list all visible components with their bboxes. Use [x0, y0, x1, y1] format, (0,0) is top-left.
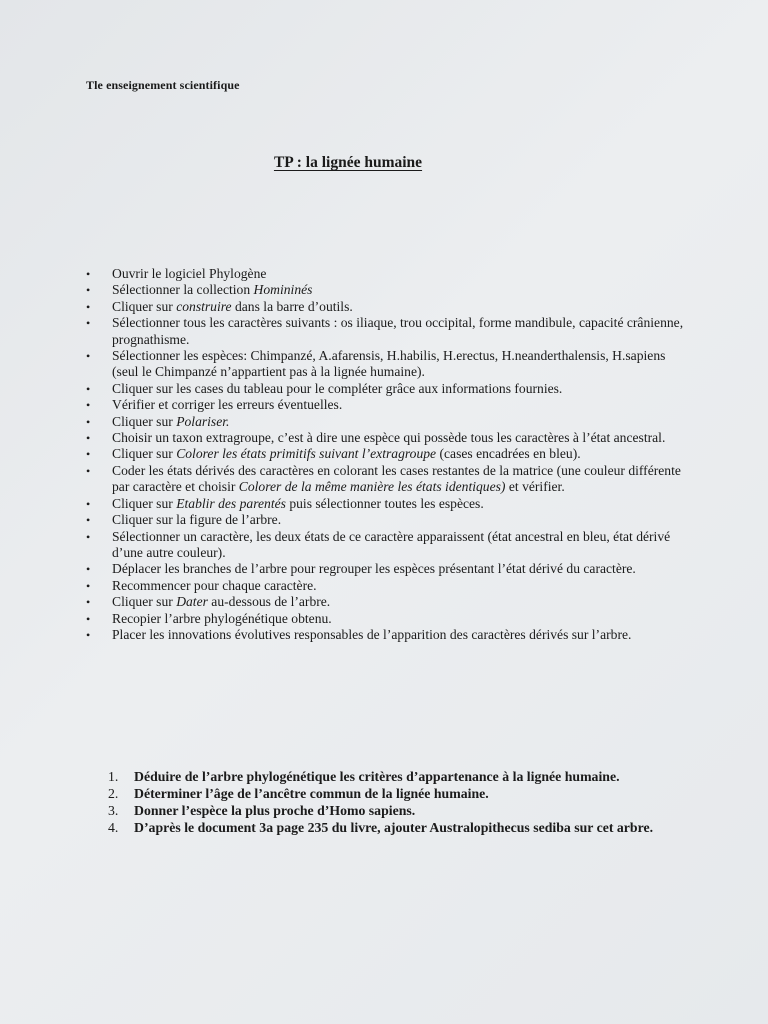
- bullet-icon: •: [86, 562, 91, 577]
- question-number: 2.: [108, 786, 119, 801]
- instruction-text: et vérifier.: [505, 479, 565, 495]
- instruction-emphasis: Colorer de la même manière les états identiques): [238, 479, 506, 495]
- course-header: Tle enseignement scientifique: [86, 78, 240, 92]
- instruction-text: Cliquer sur: [112, 413, 177, 429]
- instruction-text: Recopier l’arbre phylogénétique obtenu.: [112, 610, 332, 626]
- bullet-icon: •: [86, 611, 91, 626]
- instruction-text: (cases encadrées en bleu).: [436, 446, 581, 462]
- instruction-text: Sélectionner tous les caractères suivants : os iliaque, trou occipital, forme mandibule, capacité crânienne, prognathisme.: [112, 315, 684, 347]
- instruction-item: [84, 561, 684, 577]
- question-text: Donner l’espèce la plus proche d’Homo sapiens.: [134, 803, 416, 818]
- instruction-item: [84, 414, 684, 430]
- question-text: Déduire de l’arbre phylogénétique les critères d’appartenance à la lignée humaine.: [134, 769, 620, 784]
- question-number: 4.: [108, 820, 119, 835]
- instruction-item: [84, 430, 684, 446]
- question-item: [108, 768, 668, 785]
- instruction-item: [84, 282, 684, 298]
- instruction-text: Cliquer sur: [112, 446, 177, 462]
- instruction-text: Cliquer sur les cases du tableau pour le compléter grâce aux informations fournies.: [112, 380, 563, 396]
- instruction-item: [84, 315, 684, 348]
- instruction-item: [84, 594, 684, 610]
- question-text: Déterminer l’âge de l’ancêtre commun de la lignée humaine.: [134, 786, 489, 801]
- instruction-emphasis: Polariser.: [176, 413, 230, 429]
- instruction-emphasis: Dater: [176, 594, 208, 610]
- instruction-text: Cliquer sur: [112, 594, 177, 610]
- instruction-item: [84, 627, 684, 643]
- instruction-item: [84, 266, 684, 282]
- question-list: [108, 768, 668, 836]
- document-title: TP : la lignée humaine: [273, 154, 423, 171]
- instruction-text: puis sélectionner toutes les espèces.: [285, 495, 484, 511]
- instruction-item: [84, 578, 684, 594]
- instruction-emphasis: Colorer les états primitifs suivant l’extragroupe: [176, 446, 437, 462]
- question-number: 1.: [108, 769, 119, 784]
- question-number: 3.: [108, 803, 119, 818]
- question-item: [108, 802, 668, 819]
- bullet-icon: •: [86, 398, 91, 413]
- bullet-icon: •: [86, 513, 91, 528]
- instruction-item: [84, 512, 684, 528]
- instruction-item: [84, 446, 684, 462]
- instruction-text: Sélectionner un caractère, les deux états de ce caractère apparaissent (état ancestral en bleu, état dérivé d’une autre couleur).: [112, 528, 671, 560]
- instruction-emphasis: Etablir des parentés: [176, 495, 286, 511]
- instruction-item: [84, 611, 684, 627]
- instruction-emphasis: Homininés: [253, 282, 313, 298]
- bullet-icon: •: [86, 595, 91, 610]
- instruction-item: [84, 463, 684, 496]
- bullet-icon: •: [86, 578, 91, 593]
- instruction-text: Déplacer les branches de l’arbre pour regrouper les espèces présentant l’état dérivé du caractère.: [112, 561, 636, 577]
- bullet-icon: •: [86, 496, 91, 511]
- question-text: D’après le document 3a page 235 du livre, ajouter Australopithecus sediba sur cet arbre.: [134, 820, 654, 835]
- instruction-text: Sélectionner la collection: [112, 282, 254, 298]
- bullet-icon: •: [86, 316, 91, 331]
- instruction-text: dans la barre d’outils.: [231, 298, 353, 314]
- instruction-text: Cliquer sur: [112, 298, 177, 314]
- instruction-text: au-dessous de l’arbre.: [207, 594, 331, 610]
- question-item: [108, 785, 668, 802]
- bullet-icon: •: [86, 381, 91, 396]
- instruction-text: Vérifier et corriger les erreurs éventuelles.: [112, 397, 343, 413]
- instruction-text: Cliquer sur la figure de l’arbre.: [112, 512, 282, 528]
- instruction-text: Cliquer sur: [112, 495, 177, 511]
- instruction-emphasis: construire: [176, 298, 232, 314]
- bullet-icon: •: [86, 349, 91, 364]
- bullet-icon: •: [86, 283, 91, 298]
- instruction-list: [84, 266, 684, 643]
- question-item: [108, 819, 668, 836]
- instruction-text: Placer les innovations évolutives responsables de l’apparition des caractères dérivés sur l’arbre.: [112, 626, 632, 642]
- bullet-icon: •: [86, 431, 91, 446]
- instruction-item: [84, 348, 684, 381]
- bullet-icon: •: [86, 414, 91, 429]
- instruction-item: [84, 381, 684, 397]
- instruction-item: [84, 529, 684, 562]
- instruction-item: [84, 299, 684, 315]
- bullet-icon: •: [86, 463, 91, 478]
- bullet-icon: •: [86, 299, 91, 314]
- bullet-icon: •: [86, 447, 91, 462]
- instruction-text: Coder les états dérivés des caractères en colorant les cases restantes de la matrice (une couleur différente par caractère et choisir: [112, 462, 681, 495]
- instruction-text: Sélectionner les espèces: Chimpanzé, A.afarensis, H.habilis, H.erectus, H.neanderthalensis, H.sapiens (seul le Chimpanzé n’appartient pas à la lignée humaine).: [112, 348, 666, 380]
- bullet-icon: •: [86, 267, 91, 281]
- bullet-icon: •: [86, 529, 91, 544]
- bullet-icon: •: [86, 627, 91, 642]
- instruction-item: [84, 496, 684, 512]
- instruction-item: [84, 397, 684, 413]
- instruction-text: Ouvrir le logiciel Phylogène: [112, 266, 267, 281]
- instruction-text: Recommencer pour chaque caractère.: [112, 577, 317, 593]
- instruction-text: Choisir un taxon extragroupe, c’est à dire une espèce qui possède tous les caractères à l’état ancestral.: [112, 430, 666, 446]
